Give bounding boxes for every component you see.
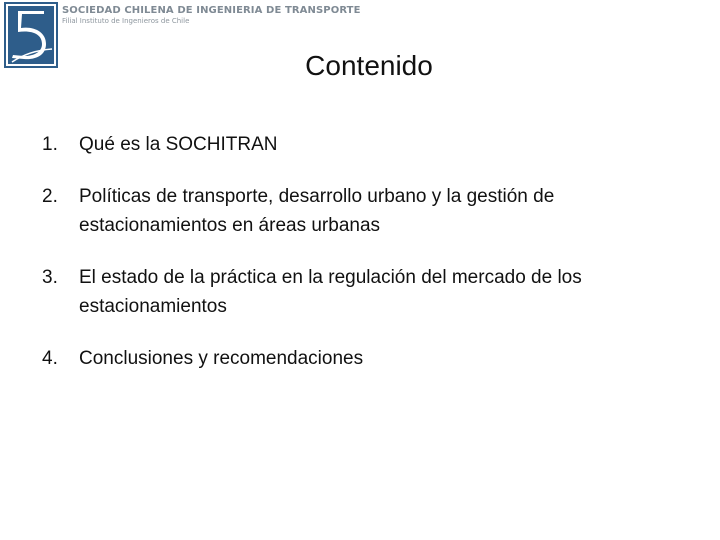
agenda-item-text: Qué es la SOCHITRAN [79, 134, 278, 155]
agenda-item-number: 2. [42, 186, 58, 207]
slide-title: Contenido [305, 50, 433, 81]
organization-subtitle: Filial Instituto de Ingenieros de Chile [62, 17, 190, 25]
agenda-item-text: Políticas de transporte, desarrollo urbano y la gestión de estacionamientos en áreas urbanas [79, 186, 555, 236]
agenda-item [42, 182, 682, 240]
agenda-item-text: El estado de la práctica en la regulación del mercado de los estacionamientos [79, 267, 582, 317]
organization-name: SOCIEDAD CHILENA DE INGENIERIA DE TRANSPORTE [62, 5, 361, 16]
agenda-item [42, 130, 682, 159]
agenda-item-text: Conclusiones y recomendaciones [79, 348, 364, 369]
agenda-item-number: 4. [42, 348, 58, 369]
agenda-item [42, 344, 682, 373]
agenda-list [42, 130, 682, 396]
agenda-item-number: 1. [42, 134, 58, 155]
agenda-item [42, 263, 682, 321]
agenda-item-number: 3. [42, 267, 58, 288]
